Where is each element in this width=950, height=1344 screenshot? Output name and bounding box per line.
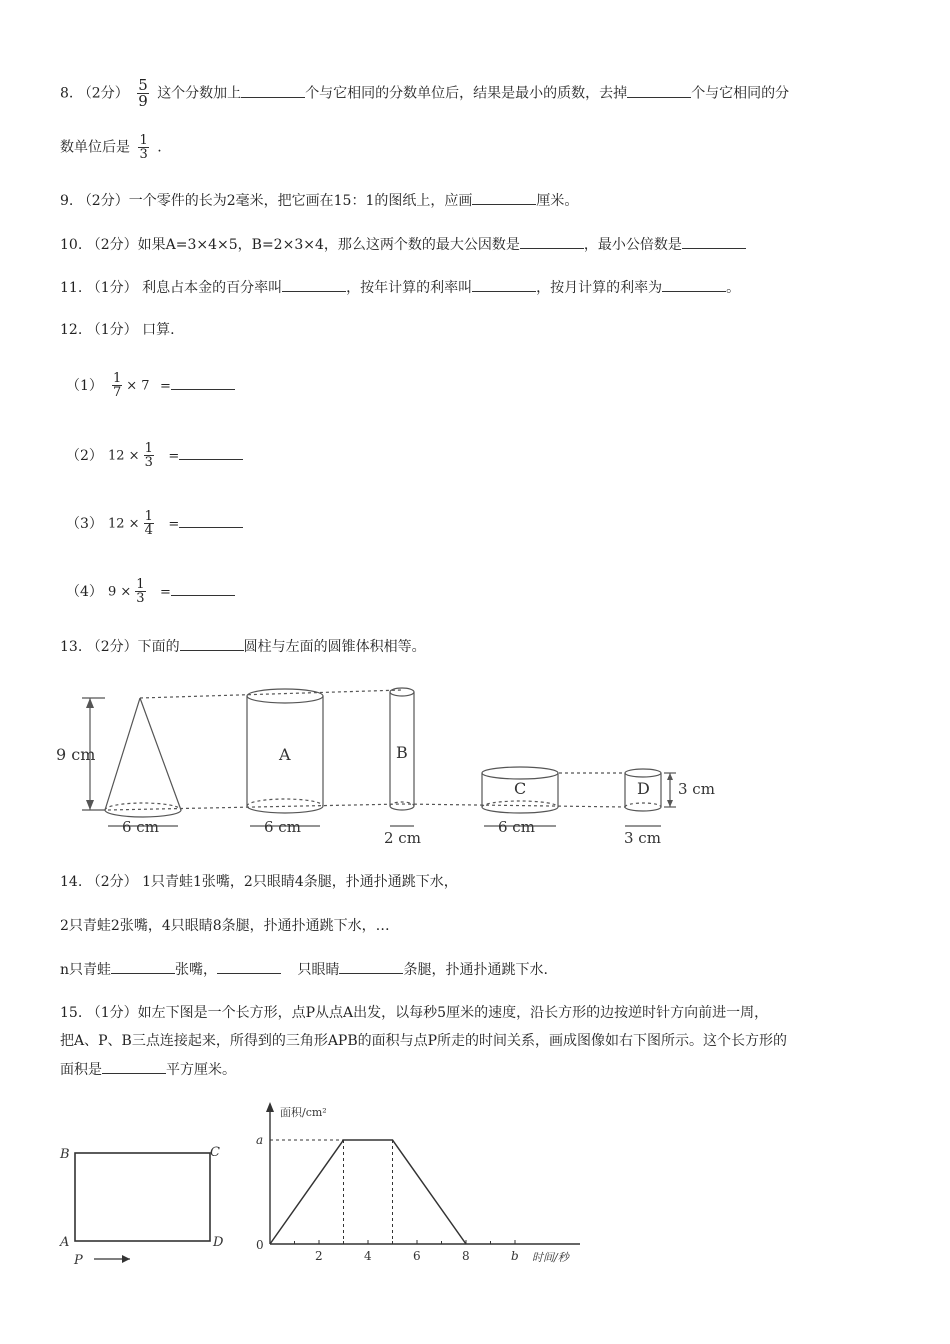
- q13-text-1: 下面的: [137, 639, 180, 655]
- q12-item-label: （2）: [66, 447, 103, 464]
- area-time-chart: [250, 1098, 600, 1273]
- q15-text-a: 面积是: [60, 1062, 102, 1078]
- q13-figure: [0, 680, 760, 850]
- q10-text-1: 如果A=3×4×5，B=2×3×4，那么这两个数的最大公因数是: [137, 237, 520, 253]
- q15-score: （1分）: [86, 1005, 138, 1021]
- q12-item-numerator: 1: [144, 441, 153, 456]
- question-15-line-2: [60, 1031, 787, 1051]
- y-tick-label: 0: [256, 1238, 264, 1252]
- question-11: [60, 277, 740, 298]
- q14-score: （2分）: [86, 874, 138, 890]
- q11-text-3: ，按月计算的利率为: [536, 280, 663, 296]
- q14-line-2: 2只青蛙2张嘴，4只眼睛8条腿，扑通扑通跳下水，…: [60, 918, 390, 934]
- q8-score: （2分）: [77, 85, 129, 102]
- q12-item: [66, 442, 243, 469]
- q10-score: （2分）: [86, 237, 138, 253]
- q11-blank-1[interactable]: [282, 277, 346, 292]
- q9-text-2: 厘米。: [536, 193, 579, 209]
- q11-blank-3[interactable]: [662, 277, 726, 292]
- q12-item-label: （4）: [66, 583, 103, 600]
- q8-text-4: 数单位后是: [60, 139, 130, 156]
- cone-shape: [105, 698, 181, 817]
- cone-diameter-label: 6 cm: [122, 818, 159, 836]
- q13-text-2: 圆柱与左面的圆锥体积相等。: [243, 639, 426, 655]
- q10-number: 10.: [60, 237, 83, 253]
- q13-score: （2分）: [86, 639, 138, 655]
- cylinder-c-label: C: [514, 779, 527, 798]
- top-dashed-line: [140, 690, 402, 698]
- q12-item-fraction: [112, 372, 122, 399]
- q14-text-b: 张嘴，: [175, 962, 218, 978]
- q12-item-prefix: 9 ×: [108, 584, 132, 600]
- b-diameter-label: 2 cm: [384, 829, 421, 847]
- q13-number: 13.: [60, 639, 83, 655]
- q8-frac2-denominator: 3: [139, 147, 148, 162]
- q12-item-denominator: 7: [113, 385, 122, 400]
- q13-blank[interactable]: [180, 636, 244, 651]
- question-8: [60, 78, 789, 109]
- q14-blank-1[interactable]: [111, 959, 175, 974]
- rectangle-figure: [50, 1140, 240, 1270]
- y-tick-label: a: [256, 1133, 264, 1147]
- question-14: [60, 872, 458, 892]
- q8-blank-2[interactable]: [627, 83, 691, 98]
- q15-line-2: 把A、P、B三点连接起来，所得到的三角形APB的面积与点P所走的时间关系，画成图像如右下图所示。这个长方形的: [60, 1033, 788, 1049]
- q8-frac-numerator: 5: [138, 76, 148, 94]
- q12-item-fraction: [144, 510, 154, 537]
- q12-item-blank[interactable]: [171, 581, 235, 596]
- q11-blank-2[interactable]: [472, 277, 536, 292]
- q12-item-blank[interactable]: [179, 513, 243, 528]
- cone-height-label: 9 cm: [56, 745, 96, 764]
- cylinder-d-label: D: [637, 779, 650, 798]
- q15-line-1: 如左下图是一个长方形，点P从点A出发，以每秒5厘米的速度，沿长方形的边按逆时针方向前进一周，: [137, 1005, 769, 1021]
- q14-number: 14.: [60, 874, 83, 890]
- question-15-line-3: [60, 1059, 236, 1080]
- vertex-a-label: A: [60, 1235, 70, 1250]
- q14-blank-3[interactable]: [339, 959, 403, 974]
- q15-blank[interactable]: [102, 1059, 166, 1074]
- question-9: [60, 190, 578, 211]
- base-dashed-line: [402, 804, 625, 807]
- question-14-line-2: [60, 916, 390, 936]
- q12-item-blank[interactable]: [179, 445, 243, 460]
- q12-item-denominator: 4: [144, 523, 153, 538]
- x-tick-label: 6: [413, 1249, 421, 1263]
- q14-blank-2[interactable]: [217, 959, 281, 974]
- q12-item-label: （1）: [66, 377, 103, 394]
- q14-text-a: n只青蛙: [60, 962, 112, 978]
- q8-text-2: 个与它相同的分数单位后，结果是最小的质数，去掉: [305, 85, 628, 102]
- q11-number: 11.: [60, 280, 83, 296]
- q12-item-equals: =: [168, 516, 180, 532]
- question-13: [60, 636, 426, 657]
- q10-blank-2[interactable]: [682, 234, 746, 249]
- q11-text-2: ，按年计算的利率叫: [346, 280, 473, 296]
- q8-frac-denominator: 9: [138, 92, 148, 110]
- q15-number: 15.: [60, 1005, 83, 1021]
- vertex-b-label: B: [60, 1147, 70, 1162]
- q8-blank-1[interactable]: [241, 83, 305, 98]
- bottom-dashed-line: [108, 804, 402, 810]
- q12-item: [66, 510, 243, 537]
- q10-text-2: ，最小公倍数是: [583, 237, 682, 253]
- q12-item: [66, 372, 235, 399]
- q10-blank-1[interactable]: [520, 234, 584, 249]
- q12-item-equals: =: [160, 584, 171, 600]
- y-axis-arrow-icon: [266, 1102, 274, 1112]
- q12-item-prefix: 12 ×: [108, 448, 140, 464]
- q9-number: 9.: [60, 193, 74, 209]
- q8-number: 8.: [60, 85, 74, 102]
- q12-item-numerator: 1: [144, 509, 153, 524]
- question-12: [60, 320, 175, 340]
- q14-text-d: 条腿，扑通扑通跳下水.: [403, 962, 548, 978]
- q12-number: 12.: [60, 322, 83, 338]
- q12-item-prefix: 12 ×: [108, 516, 140, 532]
- q12-text: 口算.: [142, 322, 175, 338]
- q12-item-blank[interactable]: [171, 375, 235, 390]
- q12-item-suffix: × 7: [126, 378, 150, 394]
- vertex-d-label: D: [213, 1235, 224, 1250]
- q8-text-1: 这个分数加上: [157, 85, 242, 102]
- q8-text-3: 个与它相同的分: [691, 85, 790, 102]
- arrow-head-icon: [122, 1255, 130, 1263]
- q8-fraction-2: [138, 134, 148, 161]
- q11-text-4: 。: [726, 280, 741, 296]
- x-axis-label: 时间/秒: [532, 1251, 569, 1264]
- x-tick-label: 8: [462, 1249, 470, 1263]
- d-diameter-label: 3 cm: [624, 829, 661, 847]
- q9-text-1: 一个零件的长为2毫米，把它画在15：1的图纸上，应画: [128, 193, 473, 209]
- q12-score: （1分）: [86, 322, 138, 338]
- point-p-label: P: [74, 1253, 83, 1268]
- q12-item-numerator: 1: [136, 577, 145, 592]
- q8-fraction: [137, 78, 149, 109]
- arrowheads: [86, 698, 673, 810]
- q15-text-b: 平方厘米。: [166, 1062, 236, 1078]
- x-tick-label: b: [511, 1249, 519, 1263]
- x-tick-label: 2: [315, 1249, 323, 1263]
- cylinder-b-label: B: [396, 743, 408, 762]
- cylinder-a-label: A: [279, 745, 291, 764]
- q8-frac2-numerator: 1: [139, 133, 148, 148]
- x-tick-label: 4: [364, 1249, 372, 1263]
- q12-item-denominator: 3: [136, 591, 145, 606]
- c-diameter-label: 6 cm: [498, 818, 535, 836]
- q12-item-numerator: 1: [113, 371, 122, 386]
- q12-item-equals: =: [160, 378, 171, 394]
- q11-text-1: 利息占本金的百分率叫: [142, 280, 283, 296]
- q14-line-1: 1只青蛙1张嘴，2只眼睛4条腿，扑通扑通跳下水，: [142, 874, 458, 890]
- rectangle-abcd: [75, 1153, 210, 1241]
- y-axis-label: 面积/cm²: [280, 1106, 327, 1119]
- q12-item-equals: =: [168, 448, 180, 464]
- question-14-line-3: [60, 959, 548, 980]
- question-10: [60, 234, 746, 255]
- q14-text-c: 只眼睛: [297, 962, 340, 978]
- series-line: [270, 1140, 466, 1244]
- question-8-line-2: [60, 134, 162, 161]
- q12-item: [66, 578, 235, 605]
- question-15: [60, 1003, 768, 1023]
- q8-text-5: .: [157, 139, 162, 156]
- q9-blank[interactable]: [472, 190, 536, 205]
- q12-item-label: （3）: [66, 515, 103, 532]
- a-diameter-label: 6 cm: [264, 818, 301, 836]
- q12-item-fraction: [135, 578, 145, 605]
- q9-score: （2分）: [77, 193, 129, 209]
- q11-score: （1分）: [86, 280, 138, 296]
- q12-item-denominator: 3: [144, 455, 153, 470]
- d-height-label: 3 cm: [678, 780, 715, 798]
- vertex-c-label: C: [210, 1145, 220, 1160]
- q12-item-fraction: [144, 442, 154, 469]
